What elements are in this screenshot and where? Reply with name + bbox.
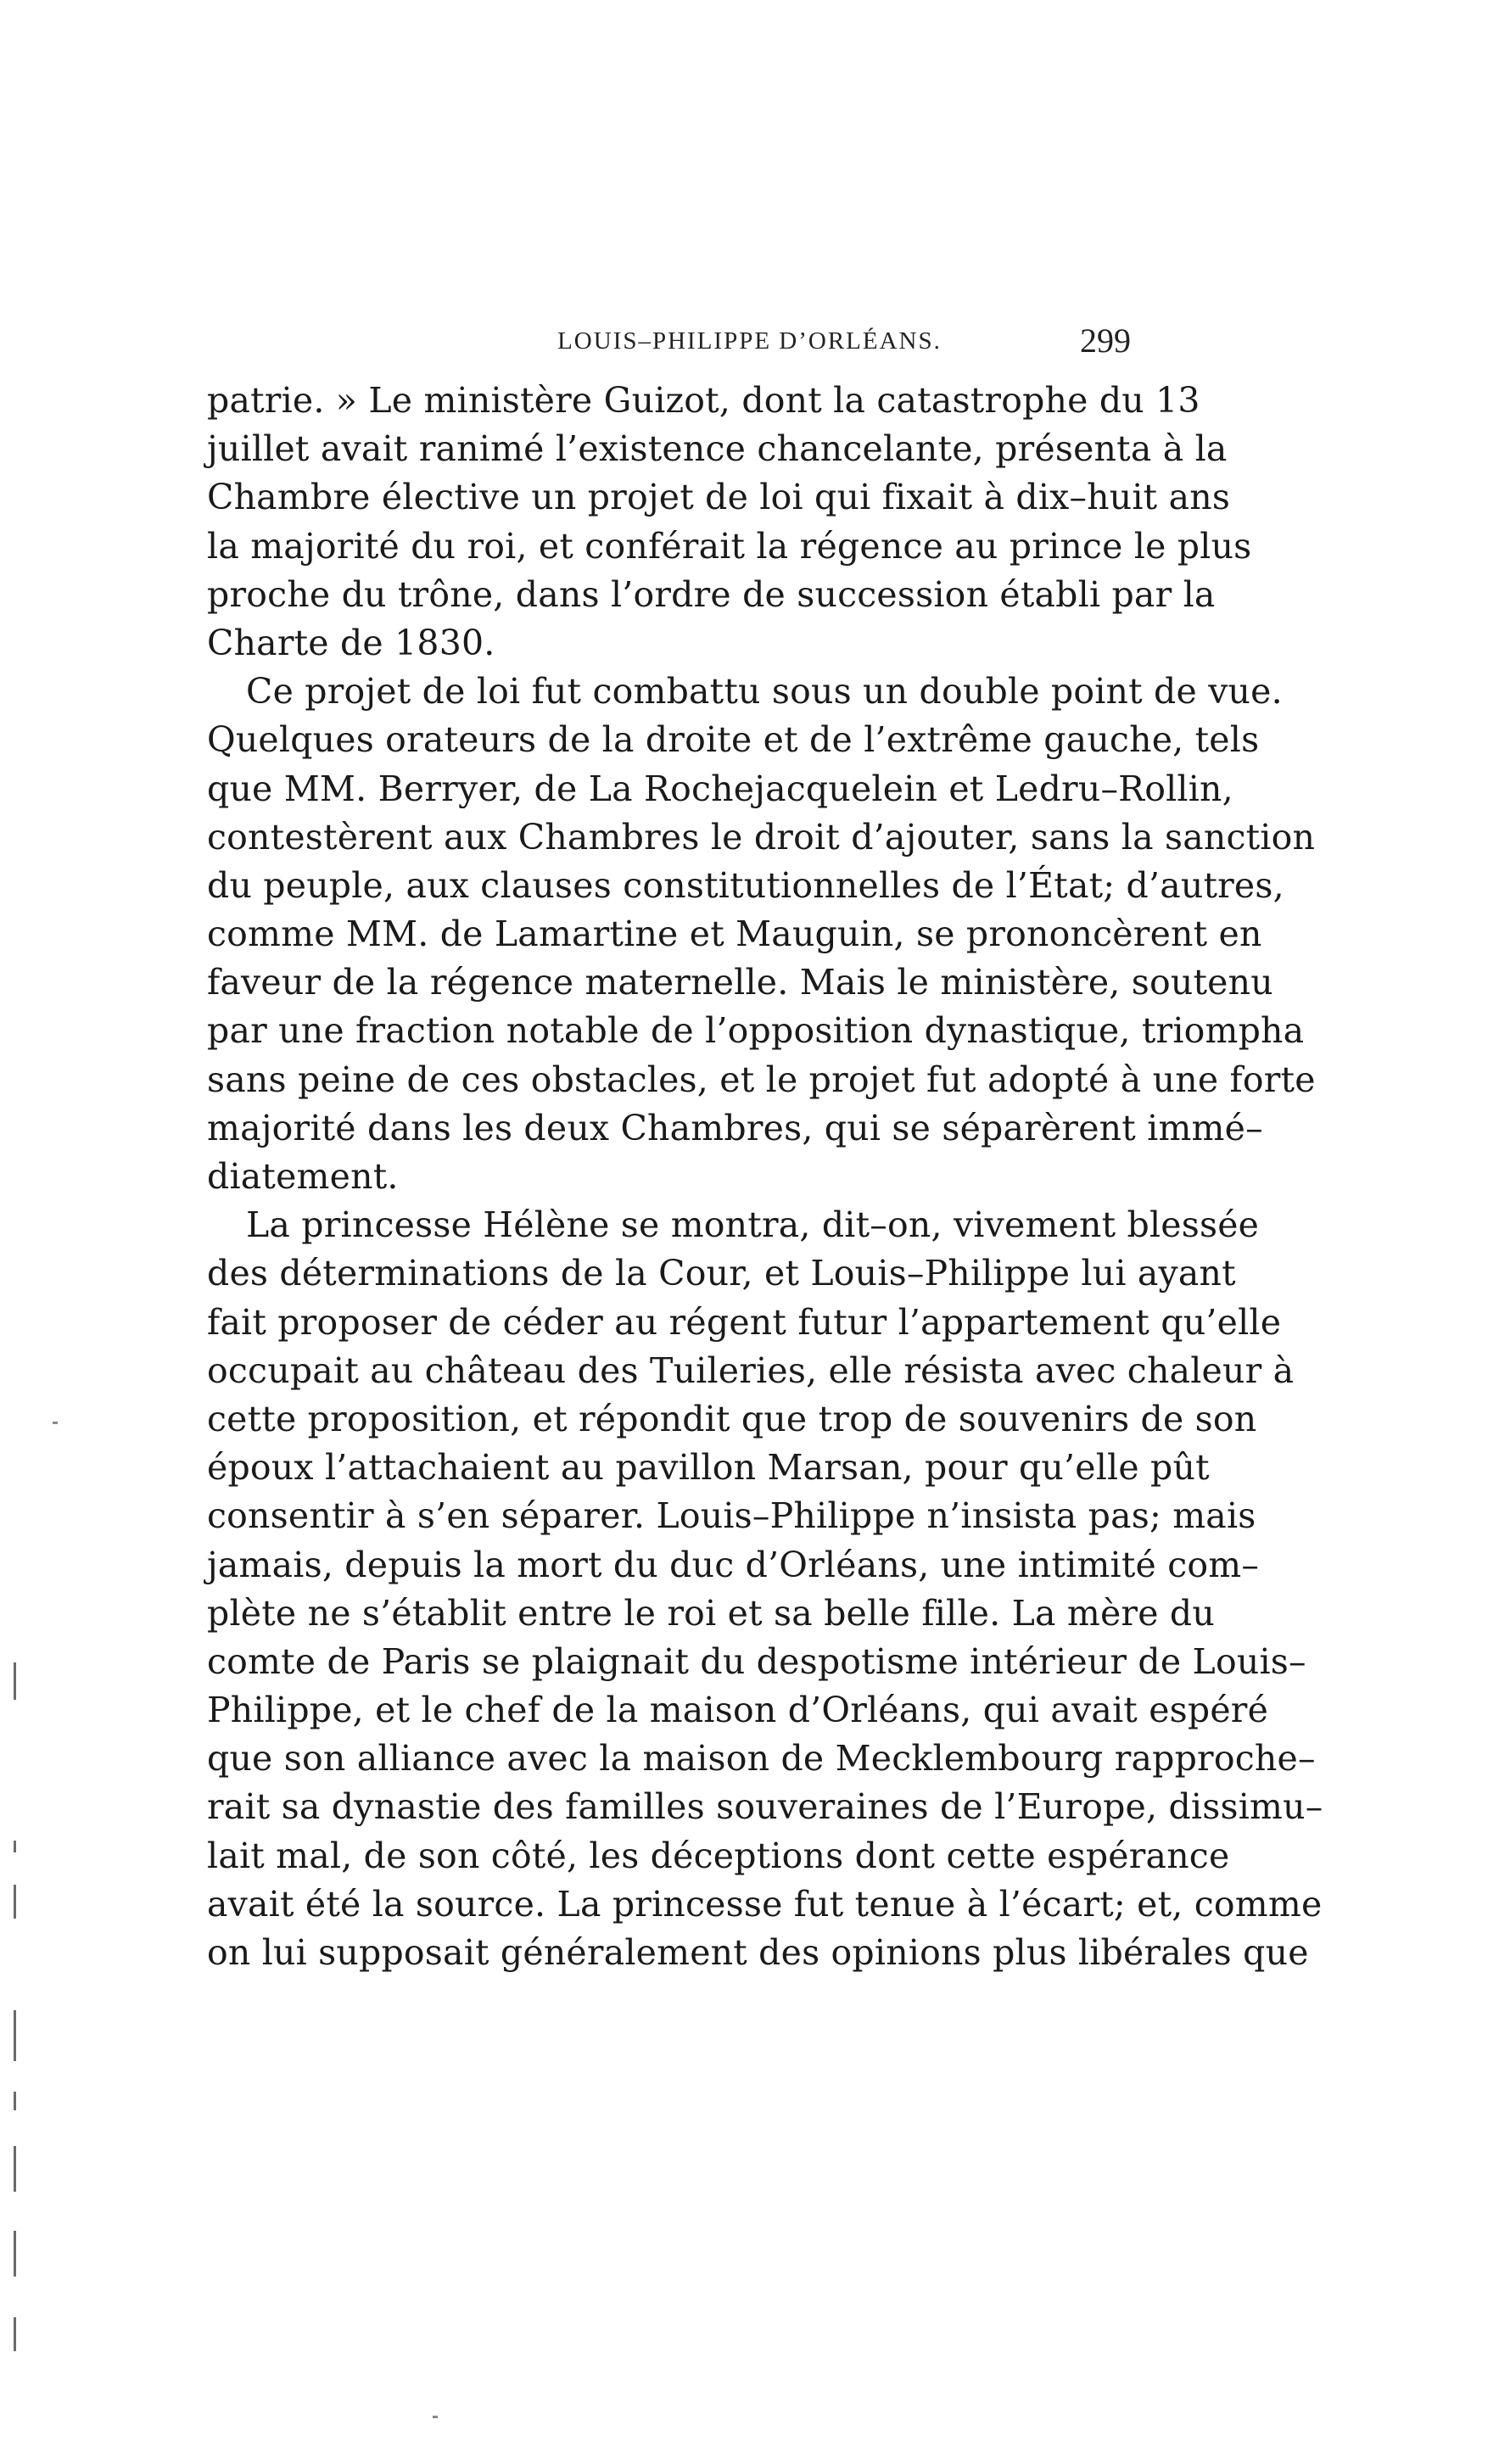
text-line: juillet avait ranimé l’existence chancelante, présenta à la <box>207 428 1228 470</box>
running-head <box>0 321 1499 372</box>
scan-margin-mark <box>14 1885 16 1919</box>
text-line: occupait au château des Tuileries, elle résista avec chaleur à <box>207 1349 1295 1391</box>
page-number: 299 <box>1080 321 1131 360</box>
text-line: Ce projet de loi fut combattu sous un double point de vue. <box>246 671 1283 712</box>
text-line: cette proposition, et répondit que trop de souvenirs de son <box>207 1398 1257 1439</box>
text-line: des déterminations de la Cour, et Louis–Philippe lui ayant <box>207 1253 1236 1294</box>
text-line: Quelques orateurs de la droite et de l’extrême gauche, tels <box>207 719 1260 761</box>
text-line: sans peine de ces obstacles, et le projet fut adopté à une forte <box>207 1059 1316 1100</box>
scan-margin-mark <box>14 1662 16 1700</box>
text-line: comme MM. de Lamartine et Mauguin, se prononcèrent en <box>207 914 1262 955</box>
text-line: Philippe, et le chef de la maison d’Orléans, qui avait espéré <box>207 1690 1269 1731</box>
text-line: diatement. <box>207 1156 399 1197</box>
text-body <box>207 377 1323 1977</box>
scan-speck <box>53 1422 58 1424</box>
text-line: proche du trône, dans l’ordre de succession établi par la <box>207 573 1216 615</box>
text-line: rait sa dynastie des familles souveraines de l’Europe, dissimu– <box>207 1786 1323 1828</box>
scan-margin-mark <box>14 2092 16 2110</box>
text-line: faveur de la régence maternelle. Mais le ministère, soutenu <box>207 962 1273 1003</box>
scan-margin-mark <box>14 2146 16 2192</box>
text-line: la majorité du roi, et conférait la régence au prince le plus <box>207 525 1252 567</box>
text-line: patrie. » Le ministère Guizot, dont la catastrophe du 13 <box>207 380 1200 421</box>
text-line: époux l’attachaient au pavillon Marsan, pour qu’elle pût <box>207 1447 1210 1489</box>
text-line: par une fraction notable de l’opposition dynastique, triompha <box>207 1010 1305 1052</box>
text-line: majorité dans les deux Chambres, qui se séparèrent immé– <box>207 1107 1263 1148</box>
text-line: Charte de 1830. <box>207 622 495 663</box>
text-line: comte de Paris se plaignait du despotisme intérieur de Louis– <box>207 1640 1306 1682</box>
text-line: Chambre élective un projet de loi qui fixait à dix–huit ans <box>207 477 1231 518</box>
text-line: contestèrent aux Chambres le droit d’ajouter, sans la sanction <box>207 816 1316 858</box>
text-line: avait été la source. La princesse fut tenue à l’écart; et, comme <box>207 1883 1323 1925</box>
scan-margin-mark <box>14 2317 16 2351</box>
text-line: consentir à s’en séparer. Louis–Philippe n’insista pas; mais <box>207 1495 1256 1537</box>
text-line: que MM. Berryer, de La Rochejacquelein et Ledru–Rollin, <box>207 768 1233 809</box>
text-line: on lui supposait généralement des opinions plus libérales que <box>207 1932 1309 1973</box>
text-line: lait mal, de son côté, les déceptions dont cette espérance <box>207 1835 1230 1876</box>
scan-speck <box>433 2416 438 2418</box>
scan-margin-mark <box>14 2010 16 2061</box>
text-line: plète ne s’établit entre le roi et sa belle fille. La mère du <box>207 1592 1215 1634</box>
text-line: jamais, depuis la mort du duc d’Orléans, une intimité com– <box>207 1544 1260 1585</box>
text-line: que son alliance avec la maison de Mecklembourg rapproche– <box>207 1738 1316 1780</box>
running-title: LOUIS–PHILIPPE D’ORLÉANS. <box>557 327 942 355</box>
text-line: du peuple, aux clauses constitutionnelles de l’État; d’autres, <box>207 864 1284 906</box>
scan-margin-mark <box>14 2231 16 2277</box>
text-line: La princesse Hélène se montra, dit–on, vivement blessée <box>246 1204 1260 1246</box>
scan-margin-mark <box>14 1841 16 1852</box>
text-line: fait proposer de céder au régent futur l’appartement qu’elle <box>207 1301 1282 1343</box>
